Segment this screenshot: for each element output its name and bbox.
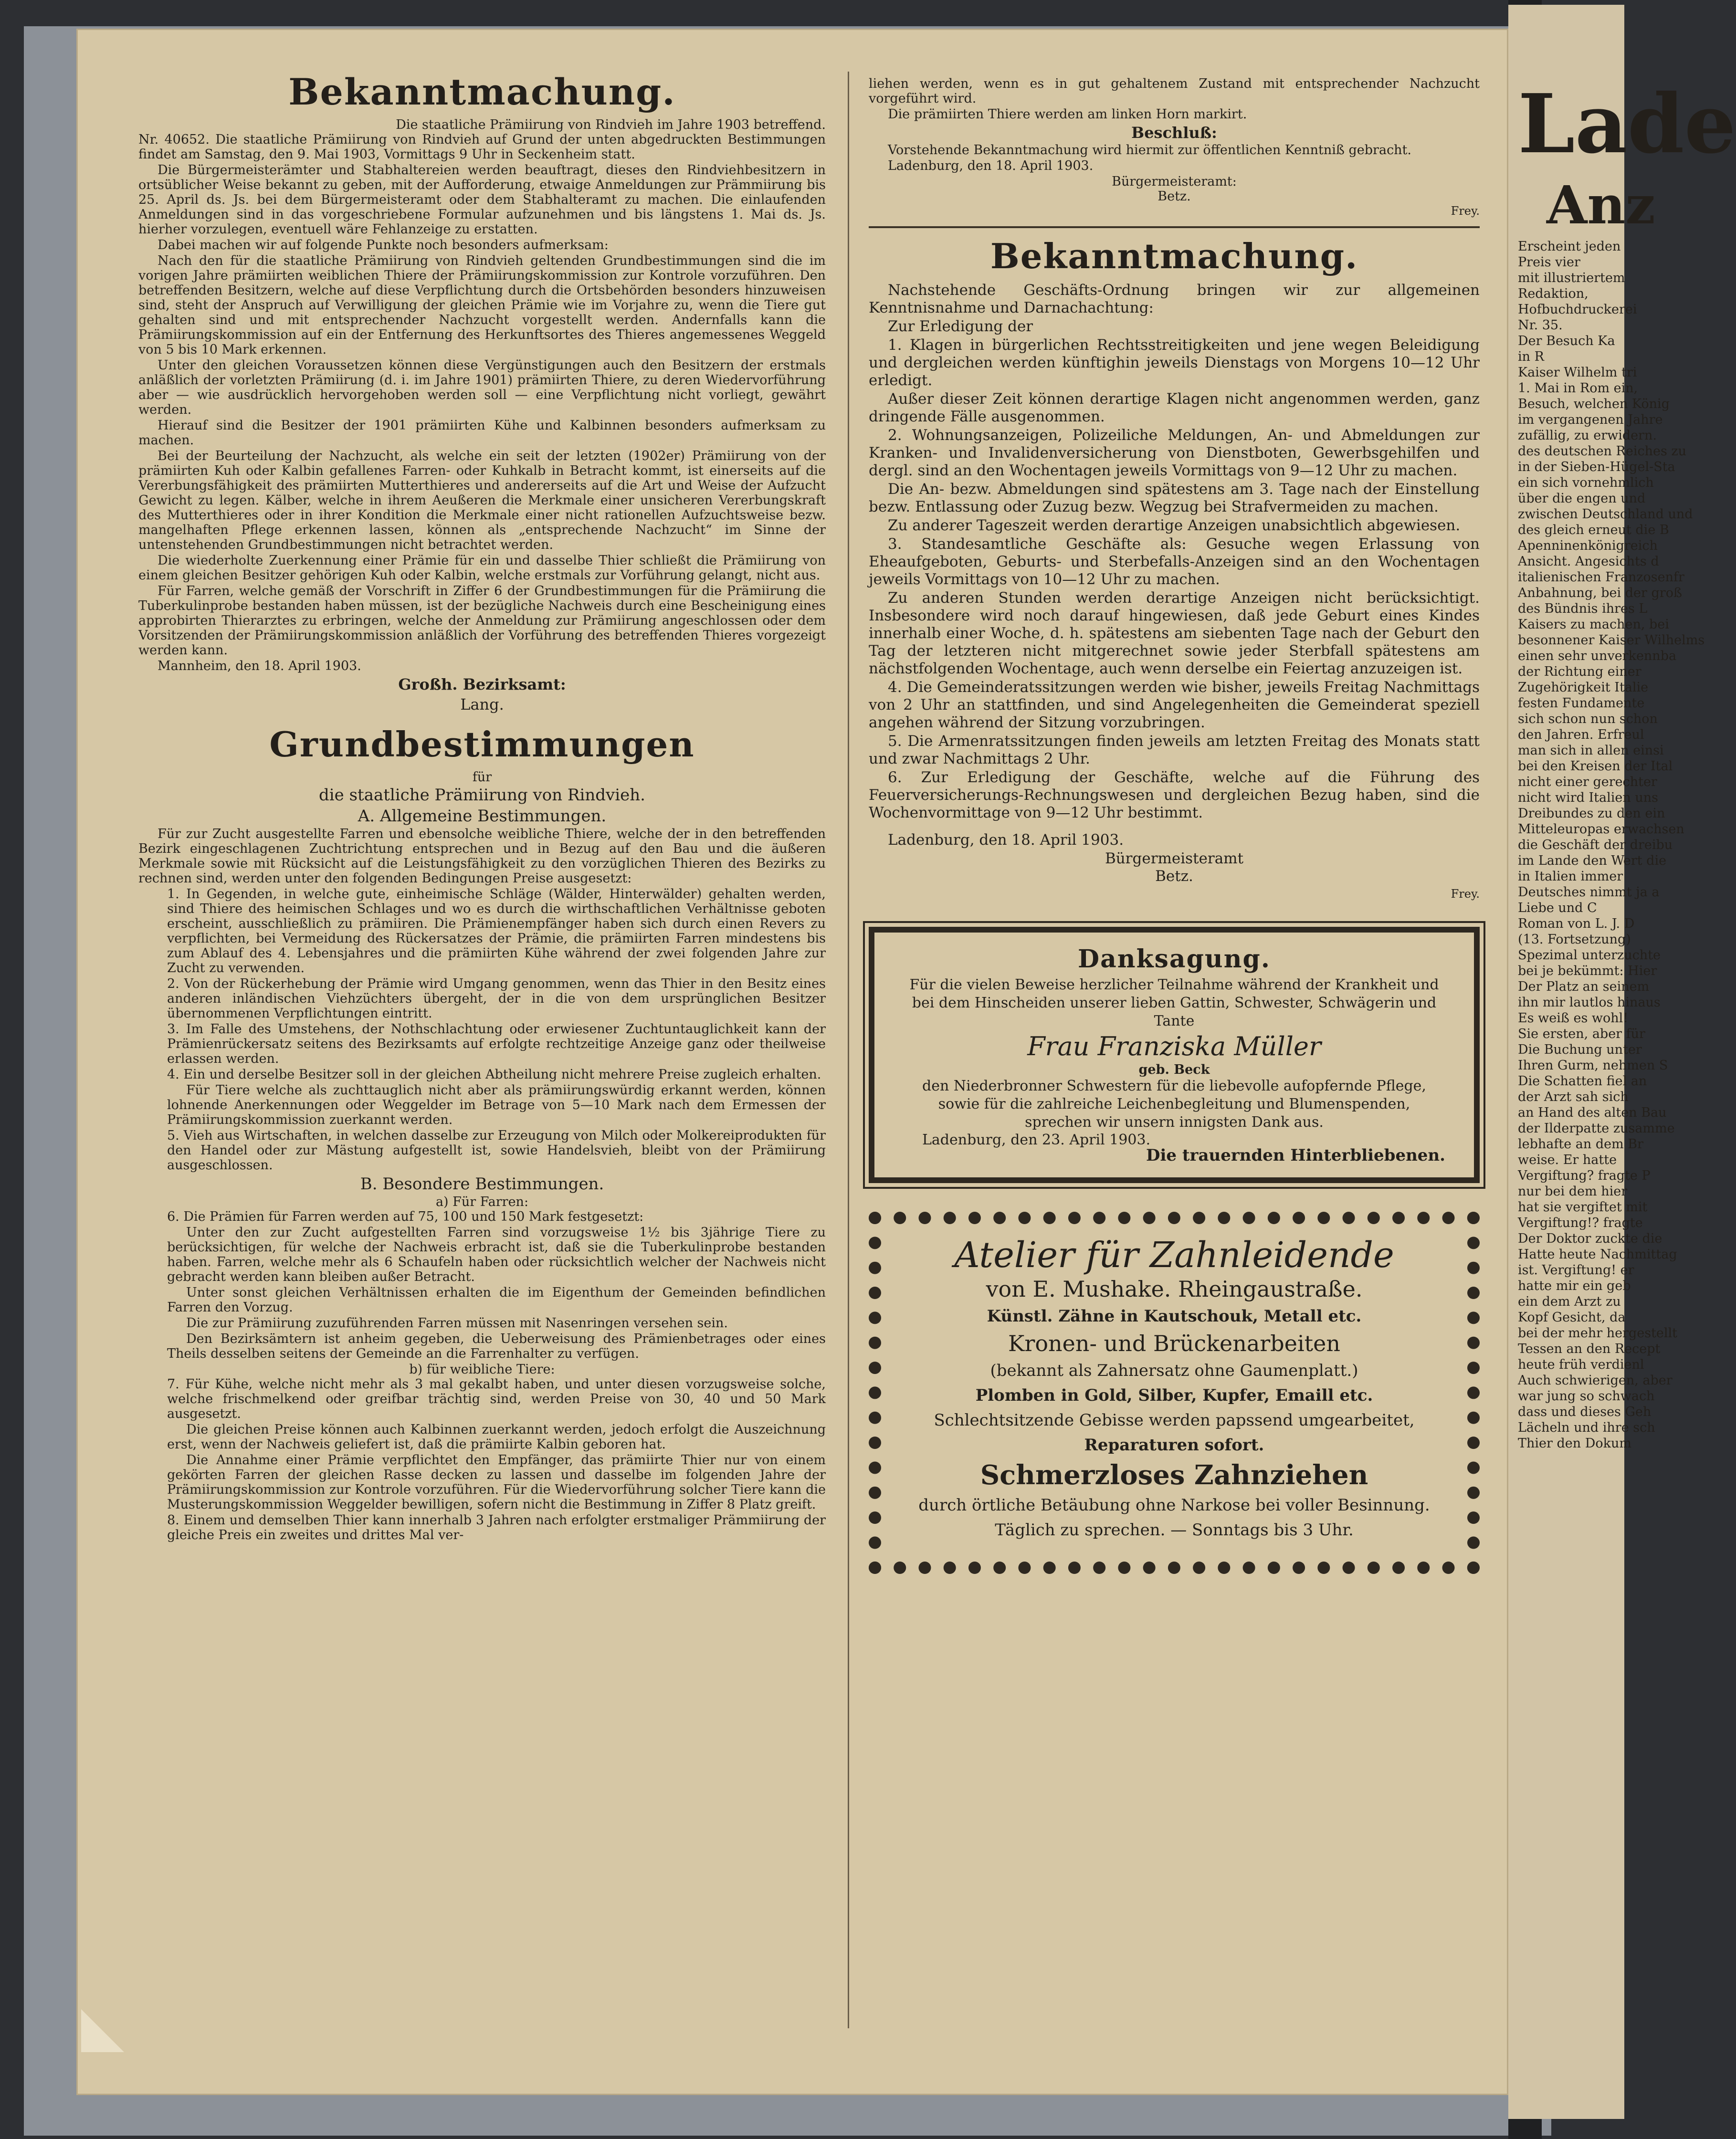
list-item: 7. Für Kühe, welche nicht mehr als 3 mal gekalbt haben, und unter diesen vorzugsweise solche, welche frischmelkend oder greifbar trächtig sind, werden Preise von 30, 40 und 50 Mark ausgesetzt. [167,1377,826,1421]
next-page-line: nicht wird Italien uns [1518,790,1658,805]
next-page-line: bei der mehr hergestellt [1518,1326,1678,1341]
next-page-line: Dreibundes zu den ein [1518,806,1665,821]
next-page-line: einen sehr unverkennba [1518,649,1677,663]
next-page-line: nur bei dem hier [1518,1184,1628,1199]
resolution-text: Vorstehende Bekanntmachung wird hiermit zur öffentlichen Kenntniß gebracht. [888,143,1412,157]
list-item: Die zur Prämiirung zuzuführenden Farren müssen mit Nasenringen versehen sein. [186,1316,728,1331]
next-page-text [1508,76,1736,1451]
place-date: Ladenburg, den 18. April 1903. [888,158,1094,173]
next-page-line: der Richtung einer [1518,664,1641,679]
next-page-line: der Arzt sah sich [1518,1090,1629,1104]
thanks-title: Danksagung. [1077,944,1271,974]
next-page-line: Redaktion, [1518,286,1589,301]
masthead: Lade [1518,76,1736,172]
next-page-line: Lächeln und ihre sch [1518,1420,1655,1435]
next-page-line: Der Platz an seinem [1518,979,1650,994]
next-page-line: ihn mir lautlos hinaus [1518,995,1661,1010]
list-item: 4. Die Gemeinderatssitzungen werden wie bisher, jeweils Freitag Nachmittags von 2 Uhr an stattfinden, und sind Angelegenheiten die Gemeinderat speziell angehen während der Sitzung vorzubringen. [869,679,1480,731]
list-item: 4. Ein und derselbe Besitzer soll in der gleichen Abtheilung nicht mehrere Preise zugleich erhalten. [167,1067,821,1082]
next-page-line: Zugehörigkeit Italie [1518,680,1649,695]
ad-line: durch örtliche Betäubung ohne Narkose bei voller Besinnung. [918,1496,1430,1515]
paragraph: Die wiederholte Zuerkennung einer Prämie für ein und dasselbe Thier schließt die Prämiirung von einem gleichen Besitzer gehörigen Kuh oder Kalbin, welche erstmals zur Vorführung gelangt, nicht aus. [138,553,826,583]
list-item: 3. Standesamtliche Geschäfte als: Gesuche wegen Erlassung von Eheaufgeboten, Geburts- und Sterbefalls-Anzeigen sind an den Wochentagen jeweils Vormittags von 10—12 Uhr zu machen. [869,535,1480,588]
next-page-line: weise. Er hatte [1518,1153,1617,1167]
thanks-text-1: Für die vielen Beweise herzlicher Teilnahme während der Krankheit und bei dem Hinscheiden unserer lieben Gattin, Schwester, Schwägerin und Tante [909,976,1439,1029]
masthead-sub: Anz [1547,174,1655,236]
next-page-line: in R [1518,349,1544,364]
next-page-line: ein dem Arzt zu [1518,1294,1621,1309]
officer-name: Lang. [460,695,504,713]
dentist-advertisement [869,1212,1480,1574]
list-item: Außer dieser Zeit können derartige Klagen nicht angenommen werden, ganz dringende Fälle ausgenommen. [869,390,1480,425]
next-page-line: Apenninenkönigreich [1518,538,1658,553]
next-page-line: in der Sieben-Hügel-Sta [1518,460,1675,474]
mourners-signature: Die trauernden Hinterbliebenen. [1146,1146,1445,1165]
next-page-line: Kaisers zu machen, bei [1518,617,1669,632]
list-item: 6. Zur Erledigung der Geschäfte, welche auf die Führung des Feuerversicherungs-Rechnungswesen und dergleichen Bezug haben, sind die Wochenvormittage von 9—12 Uhr bestimmt. [869,769,1480,821]
next-page-line: Spezimal unterzuchte [1518,948,1661,963]
section-a-items [138,887,826,1173]
next-page-line: Ansicht. Angesichts d [1518,554,1659,569]
continued-text-2: Die prämiirten Thiere werden am linken Horn markirt. [888,107,1247,122]
announcement-title: Bekanntmachung. [288,71,676,113]
paragraph: Dabei machen wir auf folgende Punkte noch besonders aufmerksam: [158,238,609,252]
next-page-line: Thier den Dokum [1518,1436,1631,1451]
column-separator [848,72,849,2028]
regulations-subtitle: die staatliche Prämiirung von Rindvieh. [319,786,645,805]
list-item: Die An- bezw. Abmeldungen sind spätestens am 3. Tage nach der Einstellung bezw. Entlassung oder Zuzug bezw. Wegzug bei Strafvermeiden zu machen. [869,481,1480,515]
ad-line: Plomben in Gold, Silber, Kupfer, Emaill etc. [975,1386,1373,1405]
list-item: 3. Im Falle des Umstehens, der Nothschlachtung oder erwiesener Zuchtuntauglichkeit kann der Prämienrückersatz seitens des Bezirksamts auf erfolgte rechtzeitige Anzeige ganz oder theilweise erlassen werden. [167,1022,826,1066]
ad-title: Atelier für Zahnleidende [954,1235,1394,1276]
next-page-line: man sich in allen einsi [1518,743,1664,758]
next-page-line: Liebe und C [1518,901,1597,915]
next-page-line: an Hand des alten Bau [1518,1105,1667,1120]
next-page-line: im vergangenen Jahre [1518,412,1663,427]
next-page-line: in Italien immer [1518,869,1623,884]
business-order-lead: Zur Erledigung der [888,318,1033,335]
next-page-line: Erscheint jeden [1518,239,1621,254]
next-page-line: Roman von L. J. D [1518,916,1635,931]
next-page-line: im Lande den Wert die [1518,853,1667,868]
next-page-line: Besuch, welchen König [1518,397,1670,411]
next-page-line: Mitteleuropas erwachsen [1518,822,1684,837]
list-item: 6. Die Prämien für Farren werden auf 75, 100 und 150 Mark festgesetzt: [167,1209,644,1224]
next-page-line: besonnener Kaiser Wilhelms [1518,633,1705,648]
next-page-edge [1508,5,1736,2119]
list-item: 8. Einem und demselben Thier kann innerhalb 3 Jahren nach erfolgter erstmaliger Prämmiirung der gleiche Preis ein zweites und drittes Mal ver- [167,1513,826,1542]
next-page-line: Hatte heute Nachmittag [1518,1247,1677,1262]
clerk-name: Frey. [1451,887,1480,901]
next-page-line: Tessen an den Recept [1518,1342,1661,1356]
next-page-line: die Geschäft der dreibu [1518,838,1673,852]
list-item: Für Tiere welche als zuchttauglich nicht aber als prämiirungswürdig erkannt werden, können lohnende Anerkennungen oder Weggelder im Betrage von 5—10 Mark nach dem Ermessen der Prämiirungskommission zuerkannt werden. [167,1083,826,1127]
subsection-bb-heading: b) für weibliche Tiere: [409,1362,555,1377]
next-page-line: Der Doktor zuckte die [1518,1231,1662,1246]
business-order [869,282,1480,903]
regulations-title: Grundbestimmungen [269,724,695,765]
list-item: Die Annahme einer Prämie verpflichtet den Empfänger, das prämiirte Thier nur von einem gekörten Farren der gleichen Rasse decken zu lassen und dasselbe im folgenden Jahre der Prämiirungskommission zur Kontrole vorzuführen. Für die Wiedervorführung solcher Tiere kann die Musterungskommission Weggelder bewilligen, sofern nicht die Bestimmung in Ziffer 8 Platz greift. [167,1453,826,1512]
mayor-name: Betz. [1155,868,1193,885]
section-b-heading: B. Besondere Bestimmungen. [360,1174,604,1194]
regulations-for: für [472,770,492,785]
next-page-line: über die engen und [1518,491,1646,506]
next-page-line: hat sie vergiftet mit [1518,1200,1648,1215]
next-page-line: Deutsches nimmt ja a [1518,885,1660,900]
next-page-line: war jung so schwach [1518,1389,1655,1404]
paragraph: Unter den gleichen Voraussetzen können diese Vergünstigungen auch den Besitzern der erstmals anläßlich der vorletzten Prämiirung (d. i. im Jahre 1901) prämiirten Thiere, zu deren Wiedervorführung aber — wie ausdrücklich hervorgehoben werden soll — eine Verpflichtung nicht vorliegt, gewährt werden. [138,358,826,417]
subsection-ba-heading: a) Für Farren: [435,1195,529,1209]
paragraph: Nach den für die staatliche Prämiirung von Rindvieh geltenden Grundbestimmungen sind die im vorigen Jahre prämiirten weiblichen Thiere der Prämiirungskommission zur Kontrole vorzuführen. Den betreffenden Besitzern, welche auf diese Verpflichtung durch die Ortsbehörden besonders hinzuweisen sind, steht der Anspruch auf Verwilligung der gleichen Prämie wie im Vorjahre zu, wenn die Tiere gut gehalten sind und mit entsprechender Nachzucht vorgestellt werden. Andernfalls kann die Prämiirungskommission auf ein der Entfernung des Herkunftsortes des Thieres angemessenes Weggeld von 5 bis 10 Mark erkennen. [138,253,826,357]
next-page-line: zwischen Deutschland und [1518,507,1693,522]
next-page-line: mit illustriertem [1518,271,1625,285]
ad-headline: Schmerzloses Zahnziehen [980,1459,1368,1491]
divider [869,226,1480,228]
next-page-line: Vergiftung!? fragte [1518,1216,1643,1230]
ad-hours: Täglich zu sprechen. — Sonntags bis 3 Uhr. [995,1520,1354,1540]
next-page-line: der Ilderpatte zusamme [1518,1121,1675,1136]
place-date: Ladenburg, den 18. April 1903. [888,831,1124,849]
next-page-line: Hofbuchdruckerei [1518,302,1637,317]
mayor-name: Betz. [1157,189,1191,204]
next-page-line: Auch schwierigen, aber [1518,1373,1673,1388]
paragraph: Für Farren, welche gemäß der Vorschrift in Ziffer 6 der Grundbestimmungen für die Prämiirung die Tuberkulinprobe bestanden haben müssen, ist der bezügliche Nachweis durch eine Bescheinigung eines approbirten Thierarztes zu erbringen, welche der Anmeldung zur Prämiirung angeschlossen oder dem Vorsitzenden der Prämiirungskommission anläßlich der Vorführung des betreffenden Thieres vorgezeigt werden kann. [138,584,826,658]
next-page-line: italienischen Franzosenfr [1518,570,1684,585]
next-page-line: zufällig, zu erwidern. [1518,428,1657,443]
list-item: 2. Wohnungsanzeigen, Polizeiliche Meldungen, An- und Abmeldungen zur Kranken- und Invalidenversicherung von Dienstboten, Gewerbsgehilfen und dergl. sind an den Wochentagen jeweils Vormittags von 9—12 Uhr zu machen. [869,427,1480,479]
place-date: Mannheim, den 18. April 1903. [158,659,361,673]
paragraph: Hierauf sind die Besitzer der 1901 prämiirten Kühe und Kalbinnen besonders aufmerksam zu machen. [138,418,826,448]
paragraph: Die Bürgermeisterämter und Stabhaltereien werden beauftragt, dieses den Rindviehbesitzern in ortsüblicher Weise bekannt zu geben, mit der Aufforderung, etwaige Anmeldungen zur Prämmiirung bis 25. April ds. Js. bei dem Bürgermeisteramt oder dem Stabhalteramt zu machen. Die einlaufenden Anmeldungen sind in das vorgeschriebene Formular aufzunehmen und bis längstens 1. Mai ds. Js. hierher vorzulegen, eventuell wäre Fehlanzeige zu erstatten. [138,163,826,237]
ad-line: (bekannt als Zahnersatz ohne Gaumenplatt.) [990,1361,1358,1380]
next-page-line: dass und dieses Geh [1518,1405,1652,1419]
next-page-lines [1518,239,1705,1451]
next-page-line: Preis vier [1518,255,1580,270]
next-page-line: bei den Kreisen der Ital [1518,759,1673,774]
thanks-notice [869,927,1480,1183]
paragraph: Bei der Beurteilung der Nachzucht, als welche ein seit der letzten (1902er) Prämiirung von der prämiirten Kuh oder Kalbin gefallenes Farren- oder Kuhkalb in Betracht kommt, ist einerseits auf die Vererbungsfähigkeit des prämiirten Mutterthieres und andererseits auf die Art und Weise der Aufzucht Gewicht zu legen. Kälber, welche in ihrem Aeußeren die Merkmale einer unsicheren Vererbungskraft des Mutterthieres oder in ihrer Kondition die Merkmale einer nicht rationellen Aufzuchtsweise bezw. mangelhaften Pflege erkennen lassen, können als „entsprechende Nachzucht“ im Sinne der untenstehenden Grundbestimmungen nicht betrachtet werden. [138,449,826,552]
next-page-line: Die Schatten fiel an [1518,1074,1647,1089]
mayor-office: Bürgermeisteramt: [1112,174,1237,189]
list-item: Unter den zur Zucht aufgestellten Farren sind vorzugsweise 1½ bis 3jährige Tiere zu berücksichtigen, für welche der Nachweis erbracht ist, daß sie die Tuberkulinprobe bestanden haben. Farren, welche mehr als 6 Schaufeln haben oder rücksichtlich welcher der Nachweis nicht gebracht werden kann bleiben außer Betracht. [167,1225,826,1284]
section-a-intro: Für zur Zucht ausgestellte Farren und ebensolche weibliche Thiere, welche der in den betreffenden Bezirk eingeschlagenen Zuchtrichtung entsprechen und in Bezug auf den Bau und die äußeren Merkmale sowie mit Rücksicht auf die Leistungsfähigkeit zu den vorzüglichen Thieren des Bezirks zu rechnen sind, werden unter den folgenden Bedingungen Preise ausgesetzt: [138,827,826,886]
section-bb-items [138,1377,826,1542]
thanks-text-2: den Niederbronner Schwestern für die liebevolle aufopfernde Pflege, sowie für die zahlreiche Leichenbegleitung und Blumenspenden, sprechen wir unsern innigsten Dank aus. [922,1078,1426,1131]
list-item: Unter sonst gleichen Verhältnissen erhalten die im Eigenthum der Gemeinden befindlichen Farren den Vorzug. [167,1285,826,1315]
place-date: Ladenburg, den 23. April 1903. [922,1132,1151,1148]
announcement-paragraphs [138,132,826,658]
next-page-line: heute früh verdienl [1518,1357,1644,1372]
next-page-line: Nr. 35. [1518,318,1563,333]
next-page-line: Kaiser Wilhelm tri [1518,365,1637,380]
next-page-line: Vergiftung? fragte P [1518,1168,1651,1183]
next-page-line: des Bündnis ihres L [1518,601,1648,616]
section-ba-items [138,1209,826,1361]
next-page-line: Die Buchung unter [1518,1042,1642,1057]
continued-text: liehen werden, wenn es in gut gehaltenem Zustand mit entsprechender Nachzucht vorgeführt wird. [869,76,1480,106]
list-item: 1. Klagen in bürgerlichen Rechtsstreitigkeiten und jene wegen Beleidigung und dergleichen werden künftighin jeweils Dienstags von Morgens 10—12 Uhr erledigt. [869,336,1480,389]
ad-dentist: von E. Mushake. Rheingaustraße. [986,1276,1363,1302]
list-item: 5. Vieh aus Wirtschaften, in welchen dasselbe zur Erzeugung von Milch oder Molkereiprodukten für den Handel oder zur Mästung aufgestellt ist, sowie Handelsvieh, bleibt von der Prämiirung ausgeschlossen. [167,1128,826,1173]
ad-line: Kronen- und Brückenarbeiten [1008,1331,1341,1356]
next-page-line: festen Fundamente [1518,696,1645,711]
list-item: Zu anderer Tageszeit werden derartige Anzeigen unabsichtlich abgewiesen. [888,517,1461,534]
next-page-line: 1. Mai in Rom ein, [1518,381,1638,396]
next-page-line: den Jahren. Erfreul [1518,727,1644,742]
next-page-line: nicht einer gerechter [1518,775,1657,789]
next-page-line: ist. Vergiftung! er [1518,1263,1634,1278]
maiden-name: geb. Beck [1138,1062,1210,1077]
next-page-line: Ihren Gurm, nehmen S [1518,1058,1668,1073]
folded-corner [81,2009,124,2052]
next-page-line: (13. Fortsetzung) [1518,932,1631,947]
business-order-intro: Nachstehende Geschäfts-Ordnung bringen wir zur allgemeinen Kenntnisnahme und Darnachachtung: [869,282,1480,316]
next-page-line: sich schon nun schon [1518,712,1658,726]
next-page-line: Der Besuch Ka [1518,334,1615,348]
office-name: Großh. Bezirksamt: [398,675,566,693]
resolution-heading: Beschluß: [1131,124,1217,142]
announcement-subtitle: Die staatliche Prämiirung von Rindvieh im Jahre 1903 betreffend. [396,117,826,132]
list-item: Zu anderen Stunden werden derartige Anzeigen nicht berücksichtigt. Insbesondere wird noch darauf hingewiesen, daß jede Geburt eines Kindes innerhalb einer Woche, d. h. spätestens am siebenten Tage nach der Geburt den Tag der letzteren nicht mitgerechnet sowie jeder Sterbfall spätestens am nächstfolgenden Wochentage, auch wenn derselbe ein Feiertag anzuzeigen ist. [869,589,1480,677]
left-column [138,52,826,1543]
section-a-heading: A. Allgemeine Bestimmungen. [358,807,607,826]
next-page-line: Sie ersten, aber für [1518,1027,1645,1041]
right-column [869,52,1480,1574]
next-page-line: Kopf Gesicht, da [1518,1310,1626,1325]
ad-line: Künstl. Zähne in Kautschouk, Metall etc. [987,1307,1362,1326]
next-page-line: ein sich vornehmlich [1518,475,1654,490]
list-item: Den Bezirksämtern ist anheim gegeben, die Ueberweisung des Prämienbetrages oder eines Theils desselben seitens der Gemeinde an die Farrenhalter zu verfügen. [167,1332,826,1361]
next-page-line: bei je bekümmt: Hier [1518,964,1657,978]
mayor-office: Bürgermeisteramt [1105,850,1244,867]
list-item: 5. Die Armenratssitzungen finden jeweils am letzten Freitag des Monats statt und zwar Nachmittags 2 Uhr. [869,733,1480,767]
next-page-line: Anbahnung, bei der groß [1518,586,1682,600]
list-item: 1. In Gegenden, in welche gute, einheimische Schläge (Wälder, Hinterwälder) gehalten werden, sind Thiere des heimischen Schlages und wo es durch die wirthschaftlichen Verhältnisse geboten erscheint, ausschließlich zu prämiiren. Die Prämienempfänger haben sich durch einen Revers zu verpflichten, bei Vermeidung des Rückersatzes der Prämie, die prämiirten Farren mindestens bis zum Ablauf des 4. Lebensjahres und die prämiirten Kühe während der zwei folgenden Jahre zur Zucht zu verwenden. [167,887,826,975]
ad-line: Reparaturen sofort. [1084,1436,1264,1455]
next-page-line: hatte mir ein geb [1518,1279,1631,1293]
paragraph: Nr. 40652. Die staatliche Prämiirung von Rindvieh auf Grund der unten abgedruckten Bestimmungen findet am Samstag, den 9. Mai 1903, Vormittags 9 Uhr in Seckenheim statt. [138,132,826,162]
next-page-line: des deutschen Reiches zu [1518,444,1687,459]
next-page-line: des gleich erneut die B [1518,523,1669,537]
ad-line: Schlechtsitzende Gebisse werden papssend umgearbeitet, [934,1411,1415,1430]
list-item: 2. Von der Rückerhebung der Prämie wird Umgang genommen, wenn das Thier in den Besitz eines anderen inländischen Viehzüchters übergeht, der in die von dem ursprünglichen Besitzer übernommenen Verpflichtungen eintritt. [167,976,826,1021]
next-page-line: Es weiß es wohl! [1518,1011,1629,1026]
next-page-line: lebhafte an dem Br [1518,1137,1644,1152]
clerk-name: Frey. [1451,204,1480,218]
deceased-name: Frau Franziska Müller [1027,1031,1321,1061]
business-order-title: Bekanntmachung. [990,236,1358,276]
list-item: Die gleichen Preise können auch Kalbinnen zuerkannt werden, jedoch erfolgt die Auszeichnung erst, wenn der Nachweis geliefert ist, daß die prämiirte Kalbin geboren hat. [167,1422,826,1452]
